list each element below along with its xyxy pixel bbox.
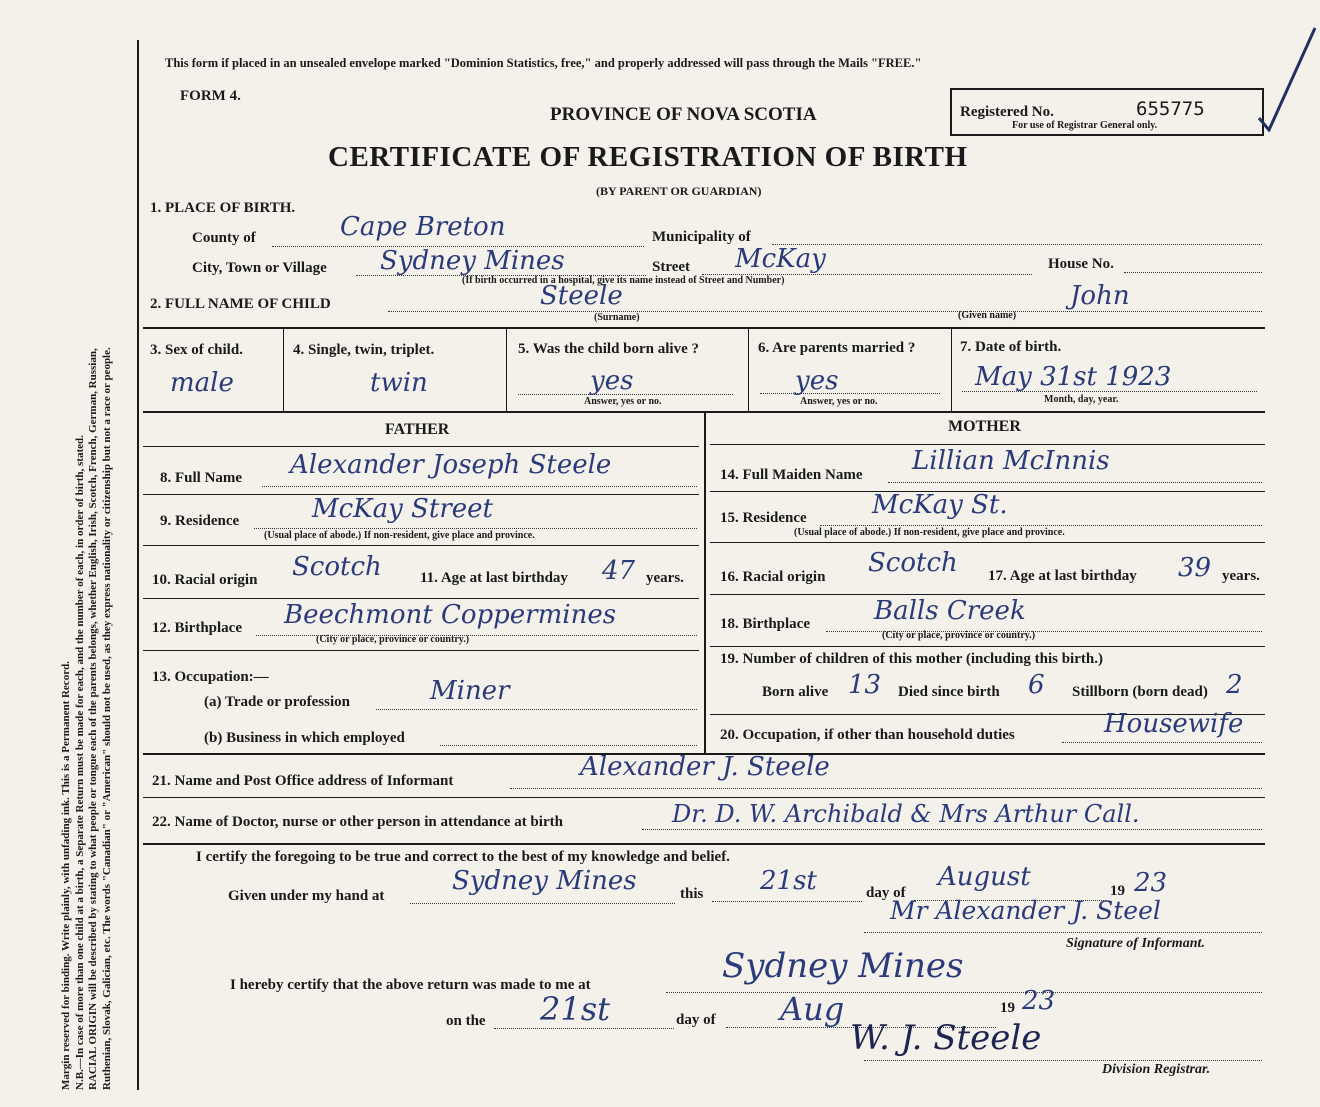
registered-number-box	[950, 88, 1264, 136]
father-birthplace-label: 12. Birthplace	[152, 620, 242, 636]
city-label: City, Town or Village	[192, 260, 327, 276]
given-under-hand-label: Given under my hand at	[228, 888, 385, 904]
father-racial-label: 10. Racial origin	[152, 572, 258, 588]
father-birthplace-note: (City or place, province or country.)	[316, 634, 470, 645]
stillborn-label: Stillborn (born dead)	[1072, 684, 1208, 700]
father-residence-note: (Usual place of abode.) If non-resident, give place and province.	[264, 530, 535, 541]
given-place-value: Sydney Mines	[452, 866, 637, 896]
mother-name-value: Lillian McInnis	[912, 446, 1110, 476]
mother-age-label: 17. Age at last birthday	[988, 568, 1137, 584]
born-alive-answer: yes	[590, 366, 634, 396]
attendant-label: 22. Name of Doctor, nurse or other person in attendance at birth	[152, 814, 563, 830]
mother-birthplace-value: Balls Creek	[874, 596, 1026, 626]
given-year-prefix: 19	[1110, 883, 1125, 899]
registrar-use-note: For use of Registrar General only.	[1012, 120, 1158, 131]
check-mark-icon	[1255, 22, 1320, 132]
registration-year-value: 23	[1022, 986, 1056, 1016]
father-occupation-label: 13. Occupation:—	[152, 669, 269, 685]
registration-place-value: Sydney Mines	[722, 946, 964, 986]
father-name-value: Alexander Joseph Steele	[290, 450, 612, 480]
on-the-label: on the	[446, 1013, 486, 1029]
registrar-signature: W. J. Steele	[850, 1018, 1042, 1058]
child-surname: Steele	[540, 281, 623, 311]
informant-signature-label: Signature of Informant.	[1066, 936, 1205, 951]
registration-day-value: 21st	[540, 990, 610, 1028]
trade-value: Miner	[430, 676, 510, 706]
mother-racial-label: 16. Racial origin	[720, 569, 826, 585]
mother-residence-label: 15. Residence	[720, 510, 807, 526]
born-alive-label: Born alive	[762, 684, 829, 700]
stillborn-count: 2	[1226, 670, 1243, 700]
mother-residence-note: (Usual place of abode.) If non-resident, give place and province.	[794, 527, 1065, 538]
sex-label: 3. Sex of child.	[150, 342, 243, 358]
side-note-4: Ruthenian, Slovak, Galician, etc. The words "Canadian" or "American" should not be used, as they express nationality or citizenship but not a race or people.	[100, 347, 113, 1090]
informant-signature: Mr Alexander J. Steel	[890, 896, 1161, 925]
father-age-label: 11. Age at last birthday	[420, 570, 568, 586]
married-answer-note: Answer, yes or no.	[800, 396, 878, 407]
business-label: (b) Business in which employed	[204, 730, 405, 746]
father-name-label: 8. Full Name	[160, 470, 243, 486]
father-birthplace-value: Beechmont Coppermines	[284, 600, 617, 630]
father-heading: FATHER	[385, 421, 450, 438]
post-note: This form if placed in an unsealed envelope marked "Dominion Statistics, free," and properly addressed will pass through the Mails "FREE."	[165, 56, 922, 70]
this-label: this	[680, 886, 704, 902]
multiple-birth-value: twin	[370, 368, 428, 398]
document-subtitle: (BY PARENT OR GUARDIAN)	[596, 184, 762, 198]
given-name-note: (Given name)	[958, 310, 1017, 321]
municipality-label: Municipality of	[652, 229, 751, 245]
province-heading: PROVINCE OF NOVA SCOTIA	[550, 104, 817, 125]
registered-no-label: Registered No.	[960, 104, 1054, 120]
place-of-birth-heading: 1. PLACE OF BIRTH.	[150, 200, 296, 216]
certification-statement: I certify the foregoing to be true and correct to the best of my knowledge and belief.	[196, 849, 730, 865]
father-residence-label: 9. Residence	[160, 513, 240, 529]
father-residence-value: McKay Street	[312, 494, 493, 524]
mother-birthplace-label: 18. Birthplace	[720, 616, 810, 632]
father-age-value: 47	[602, 556, 636, 586]
parents-married-answer: yes	[795, 366, 839, 396]
father-years-label: years.	[646, 570, 684, 586]
side-note-1: Margin reserved for binding. Write plainly, with unfading ink. This is a Permanent Record.	[60, 661, 72, 1090]
registration-month-value: Aug	[780, 990, 845, 1028]
mother-birthplace-note: (City or place, province or country.)	[882, 630, 1036, 641]
died-since-birth-label: Died since birth	[898, 684, 1000, 700]
side-note-3: RACIAL ORIGIN will be described by stating to what people or tongue each of the parents belongs, whether English, Irish, Scotch, French, German, Russian,	[87, 348, 99, 1090]
street-label: Street	[652, 259, 691, 275]
mother-racial-value: Scotch	[868, 548, 958, 578]
multiple-birth-label: 4. Single, twin, triplet.	[293, 342, 435, 358]
mother-residence-value: McKay St.	[872, 490, 1008, 520]
given-day-of-label: day of	[866, 885, 906, 901]
given-day-value: 21st	[760, 866, 817, 896]
mother-name-label: 14. Full Maiden Name	[720, 467, 863, 483]
informant-value: Alexander J. Steele	[580, 752, 830, 782]
house-no-label: House No.	[1048, 256, 1114, 272]
mother-years-label: years.	[1222, 568, 1260, 584]
hereby-certify-label: I hereby certify that the above return was made to me at	[230, 977, 591, 993]
surname-note: (Surname)	[594, 312, 640, 323]
children-count-label: 19. Number of children of this mother (including this birth.)	[720, 651, 1103, 667]
mother-occupation-value: Housewife	[1104, 709, 1244, 739]
date-of-birth-value: May 31st 1923	[975, 362, 1172, 392]
document-title: CERTIFICATE OF REGISTRATION OF BIRTH	[328, 141, 968, 173]
date-note: Month, day, year.	[1044, 394, 1119, 405]
date-of-birth-label: 7. Date of birth.	[960, 339, 1062, 355]
registration-day-of-label: day of	[676, 1012, 716, 1028]
born-alive-question: 5. Was the child born alive ?	[518, 341, 699, 357]
father-racial-value: Scotch	[292, 552, 382, 582]
parents-married-question: 6. Are parents married ?	[758, 340, 916, 356]
form-number: FORM 4.	[180, 88, 241, 104]
column-divider	[704, 413, 706, 753]
died-since-birth-count: 6	[1028, 670, 1045, 700]
trade-label: (a) Trade or profession	[204, 694, 350, 710]
child-name-label: 2. FULL NAME OF CHILD	[150, 296, 331, 312]
child-given-name: John	[1070, 281, 1130, 311]
given-month-value: August	[938, 862, 1031, 892]
mother-age-value: 39	[1178, 553, 1212, 583]
sex-value: male	[170, 368, 234, 398]
county-value: Cape Breton	[340, 212, 506, 242]
registration-year-prefix: 19	[1000, 1000, 1015, 1016]
born-alive-count: 13	[848, 670, 882, 700]
county-label: County of	[192, 230, 256, 246]
mother-occupation-label: 20. Occupation, if other than household duties	[720, 727, 1015, 743]
side-note-2: N.B.—In case of more than one child at a birth, a Separate Return must be made for each, and the number of each, in order of birth, stated.	[73, 435, 86, 1090]
city-value: Sydney Mines	[380, 246, 565, 276]
given-year-value: 23	[1134, 868, 1168, 898]
registered-no-value: 655775	[1136, 98, 1205, 120]
informant-label: 21. Name and Post Office address of Informant	[152, 773, 454, 789]
alive-answer-note: Answer, yes or no.	[584, 396, 662, 407]
hospital-note: (If birth occurred in a hospital, give its name instead of Street and Number)	[462, 275, 785, 286]
street-value: McKay	[735, 244, 826, 274]
attendant-value: Dr. D. W. Archibald & Mrs Arthur Call.	[672, 800, 1140, 828]
division-registrar-label: Division Registrar.	[1102, 1062, 1211, 1077]
mother-heading: MOTHER	[948, 418, 1021, 435]
